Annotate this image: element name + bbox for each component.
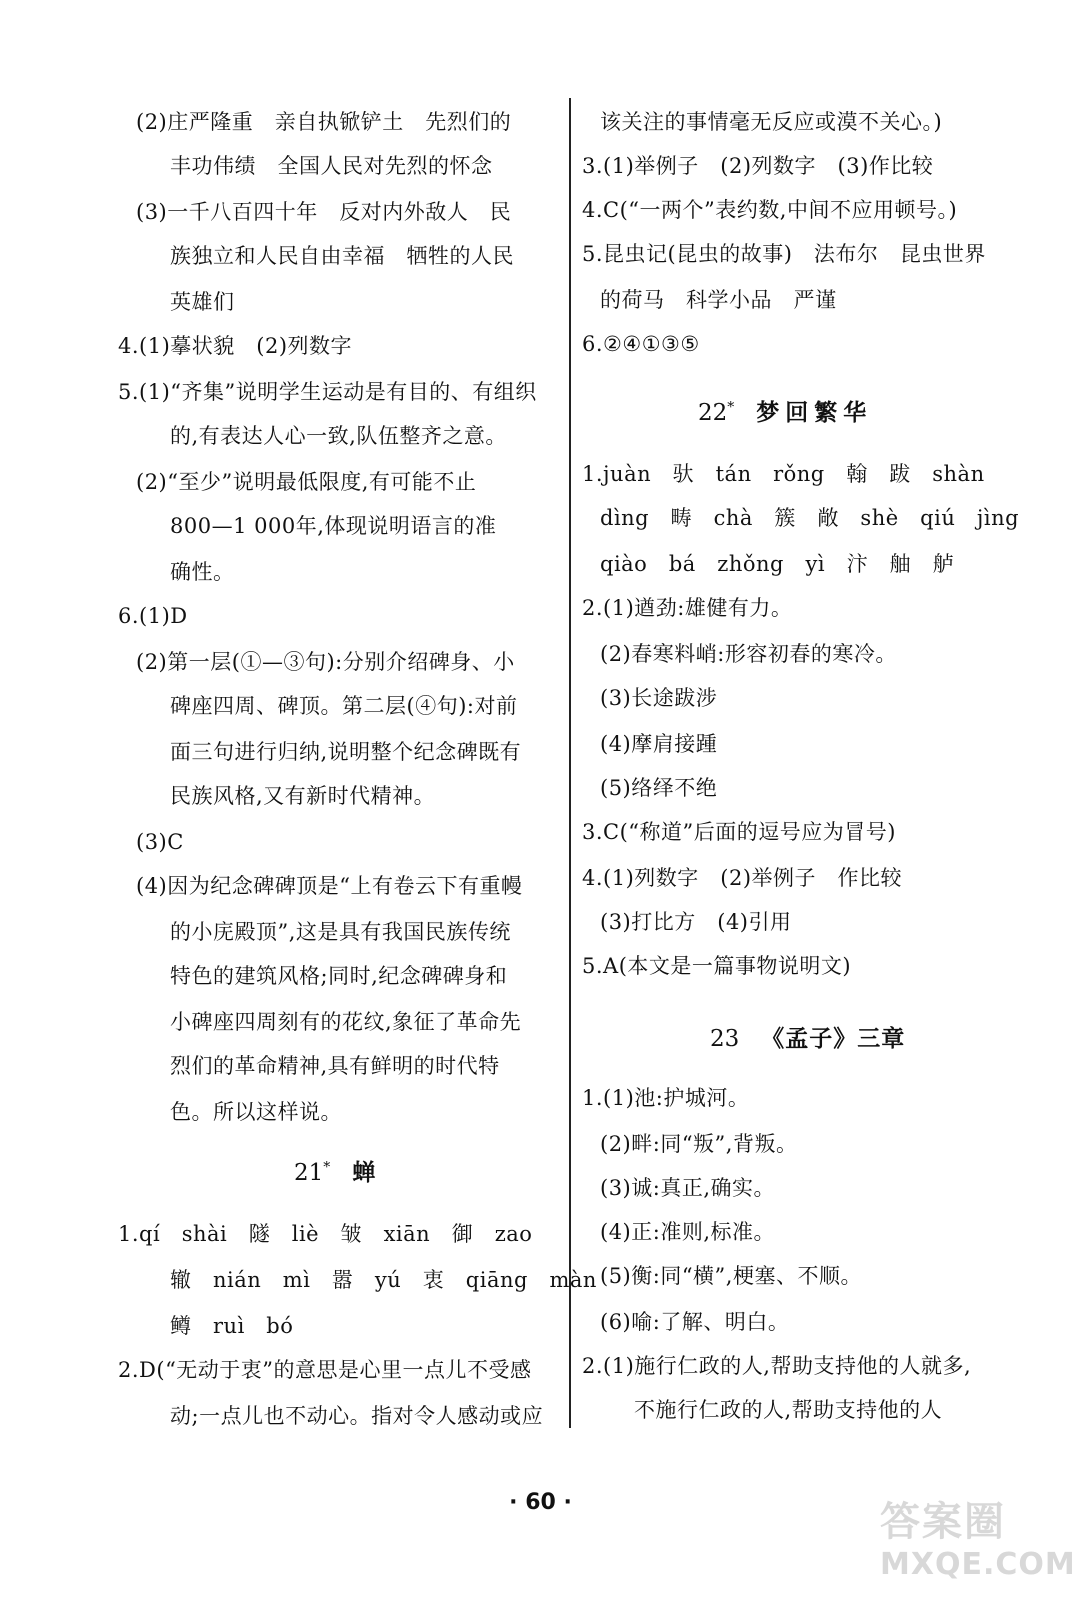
section-heading-21 bbox=[294, 1154, 381, 1187]
answer-line: 2.D(“无动于衷”的意思是心里一点儿不受感 bbox=[118, 1358, 532, 1382]
watermark-logo: 答案圈 bbox=[880, 1499, 1006, 1545]
section-heading-23 bbox=[710, 1020, 905, 1053]
answer-line: (4)因为纪念碑碑顶是“上有卷云下有重幔 bbox=[136, 874, 523, 898]
answer-line: qiào bá zhǒng yì 汴 舳 舻 bbox=[600, 552, 955, 576]
answer-line: 辙 nián mì 嚣 yú 衷 qiāng màn bbox=[170, 1268, 597, 1292]
answer-line: (4)摩肩接踵 bbox=[600, 732, 718, 756]
answer-line: 的荷马 科学小品 严谨 bbox=[600, 288, 837, 312]
answer-line: (5)衡:同“横”,梗塞、不顺。 bbox=[600, 1264, 862, 1288]
answer-line: 鳟 ruì bó bbox=[170, 1314, 294, 1338]
answer-line: 800—1 000年,体现说明语言的准 bbox=[170, 514, 497, 538]
answer-line: 英雄们 bbox=[170, 290, 235, 314]
answer-line: 确性。 bbox=[170, 560, 235, 584]
answer-line: 1.qí shài 隧 liè 皱 xiān 御 zao bbox=[118, 1222, 533, 1246]
answer-line: 族独立和人民自由幸福 牺牲的人民 bbox=[170, 244, 514, 268]
section-number: 23 bbox=[710, 1026, 740, 1052]
answer-line: (2)第一层(①—③句):分别介绍碑身、小 bbox=[136, 650, 515, 674]
answer-line: 小碑座四周刻有的花纹,象征了革命先 bbox=[170, 1010, 522, 1034]
section-title: 蝉 bbox=[352, 1159, 382, 1186]
answer-line: 的,有表达人心一致,队伍整齐之意。 bbox=[170, 424, 507, 448]
answer-line: 3.C(“称道”后面的逗号应为冒号) bbox=[582, 820, 896, 844]
answer-line: 动;一点儿也不动心。指对令人感动或应 bbox=[170, 1404, 544, 1428]
answer-line: (2)畔:同“叛”,背叛。 bbox=[600, 1132, 798, 1156]
answer-line: 5.A(本文是一篇事物说明文) bbox=[582, 954, 852, 978]
answer-line: 4.(1)列数字 (2)举例子 作比较 bbox=[582, 866, 903, 890]
section-title: 梦回繁华 bbox=[756, 399, 873, 426]
answer-line: 民族风格,又有新时代精神。 bbox=[170, 784, 436, 808]
page-number: · 60 · bbox=[509, 1490, 572, 1515]
answer-line: (3)诚:真正,确实。 bbox=[600, 1176, 775, 1200]
answer-line: 1.(1)池:护城河。 bbox=[582, 1086, 750, 1110]
watermark-url: MXQE.COM bbox=[880, 1547, 1076, 1582]
answer-line: (3)打比方 (4)引用 bbox=[600, 910, 792, 934]
answer-line: (2)庄严隆重 亲自执锨铲土 先烈们的 bbox=[136, 110, 512, 134]
answer-line: 6.(1)D bbox=[118, 604, 188, 628]
answer-line: 2.(1)施行仁政的人,帮助支持他的人就多, bbox=[582, 1354, 972, 1378]
answer-line: 4.C(“一两个”表约数,中间不应用顿号。) bbox=[582, 198, 958, 222]
column-divider bbox=[569, 98, 571, 1428]
answer-line: 丰功伟绩 全国人民对先烈的怀念 bbox=[170, 154, 493, 178]
answer-line: 5.(1)“齐集”说明学生运动是有目的、有组织 bbox=[118, 380, 537, 404]
answer-line: 该关注的事情毫无反应或漠不关心。) bbox=[600, 110, 943, 134]
answer-line: 特色的建筑风格;同时,纪念碑碑身和 bbox=[170, 964, 508, 988]
answer-line: 不施行仁政的人,帮助支持他的人 bbox=[634, 1398, 943, 1422]
answer-line: (2)春寒料峭:形容初春的寒冷。 bbox=[600, 642, 897, 666]
answer-line: 5.昆虫记(昆虫的故事) 法布尔 昆虫世界 bbox=[582, 242, 986, 266]
answer-line: (2)“至少”说明最低限度,有可能不止 bbox=[136, 470, 477, 494]
answer-line: (3)长途跋涉 bbox=[600, 686, 718, 710]
answer-line: 6.②④①③⑤ bbox=[582, 332, 700, 356]
section-number: 22* bbox=[698, 399, 735, 426]
section-heading-22 bbox=[698, 394, 872, 427]
section-number: 21* bbox=[294, 1159, 331, 1186]
answer-line: 烈们的革命精神,具有鲜明的时代特 bbox=[170, 1054, 500, 1078]
answer-line: 3.(1)举例子 (2)列数字 (3)作比较 bbox=[582, 154, 934, 178]
answer-line: 色。所以这样说。 bbox=[170, 1100, 342, 1124]
answer-line: (3)一千八百四十年 反对内外敌人 民 bbox=[136, 200, 512, 224]
answer-line: 碑座四周、碑顶。第二层(④句):对前 bbox=[170, 694, 518, 718]
watermark bbox=[880, 1490, 1076, 1590]
answer-line: (3)C bbox=[136, 830, 184, 854]
answer-line: (5)络绎不绝 bbox=[600, 776, 718, 800]
answer-line: (6)喻:了解、明白。 bbox=[600, 1310, 790, 1334]
answer-line: 1.juàn 驮 tán rǒng 翰 跋 shàn bbox=[582, 462, 985, 486]
answer-line: 2.(1)遒劲:雄健有力。 bbox=[582, 596, 793, 620]
answer-line: 的小庑殿顶”,这是具有我国民族传统 bbox=[170, 920, 511, 944]
answer-line: 4.(1)摹状貌 (2)列数字 bbox=[118, 334, 353, 358]
answer-line: 面三句进行归纳,说明整个纪念碑既有 bbox=[170, 740, 522, 764]
answer-line: dìng 畴 chà 簇 敞 shè qiú jìng bbox=[600, 506, 1020, 530]
section-title: 《孟子》三章 bbox=[761, 1025, 906, 1052]
answer-line: (4)正:准则,标准。 bbox=[600, 1220, 775, 1244]
